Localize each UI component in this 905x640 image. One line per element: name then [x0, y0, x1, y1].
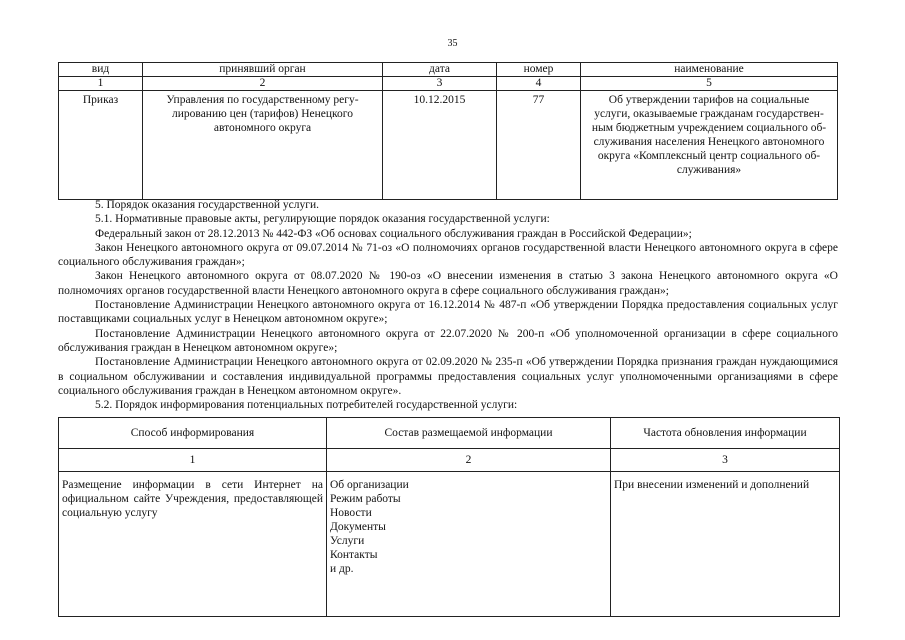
name-line: услуги, оказываемые гражданам государствен-	[594, 108, 824, 120]
content-line: Контакты	[330, 549, 378, 561]
paragraph-law-190: Закон Ненецкого автономного округа от 08.07.2020 № 190-оз «О внесении изменения в статью 3 закона Ненецкого автономного округа «О полномочиях органов государственной власти Ненецкого автономного округа в сфере социального обслуживания граждан»;	[58, 270, 838, 297]
cell-name	[581, 91, 838, 200]
legal-acts-table	[58, 62, 838, 200]
header-kind: вид	[59, 63, 143, 77]
header-method: Способ информирования	[59, 418, 327, 449]
header-date: дата	[383, 63, 497, 77]
cell-frequency: При внесении изменений и дополнений	[611, 472, 840, 617]
paragraph-resolution-235: Постановление Администрации Ненецкого автономного округа от 02.09.2020 № 235-п «Об утверждении Порядка признания граждан нуждающимися в социальном обслуживании и составления индивидуальной программы предоставления социальных услуг уполномоченными организациями в сфере социального обслуживания граждан в Ненецком автономном округе».	[58, 356, 838, 397]
header-number: номер	[497, 63, 581, 77]
col-num-3: 3	[611, 449, 840, 472]
paragraph-law-71: Закон Ненецкого автономного округа от 09.07.2014 № 71-оз «О полномочиях органов государственной власти Ненецкого автономного округа в сфере социального обслуживания граждан»;	[58, 241, 838, 269]
cell-method: Размещение информации в сети Интернет на официальном сайте Учреждения, предоставляющей социальную услугу	[59, 472, 327, 617]
content-line: Документы	[330, 521, 386, 533]
content-line: Об организации	[330, 479, 409, 491]
name-line: служивания населения Ненецкого автономного	[593, 136, 825, 148]
col-num-2: 2	[327, 449, 611, 472]
table-header-row	[59, 63, 838, 77]
paragraph-legal-acts-intro: 5.1. Нормативные правовые акты, регулирующие порядок оказания государственной услуги:	[95, 213, 550, 226]
organ-line: автономного округа	[213, 122, 312, 134]
paragraph-informing-intro: 5.2. Порядок информирования потенциальных потребителей государственной услуги:	[95, 399, 518, 412]
cell-organ	[143, 91, 383, 200]
paragraph-federal-law: Федеральный закон от 28.12.2013 № 442-ФЗ «Об основах социального обслуживания граждан в Российской Федерации»;	[95, 227, 692, 240]
content-line: и др.	[330, 563, 354, 575]
paragraph-resolution-200: Постановление Администрации Ненецкого автономного округа от 22.07.2020 № 200-п «Об уполномоченной организации в сфере социального обслуживания граждан в Ненецком автономном округе»;	[58, 327, 838, 354]
col-num-4: 4	[497, 77, 581, 91]
page-number: 35	[447, 38, 458, 49]
header-organ: принявший орган	[143, 63, 383, 77]
column-number-row	[59, 449, 840, 472]
content-line: Режим работы	[330, 493, 401, 505]
col-num-2: 2	[143, 77, 383, 91]
cell-kind: Приказ	[59, 91, 143, 200]
organ-line: лированию цен (тарифов) Ненецкого	[172, 108, 353, 120]
name-line: Об утверждении тарифов на социальные	[608, 94, 810, 106]
column-number-row	[59, 77, 838, 91]
name-line: служивания»	[676, 164, 742, 176]
paragraph-section-title: 5. Порядок оказания государственной услуги.	[95, 199, 319, 211]
col-num-1: 1	[59, 449, 327, 472]
informing-table	[58, 417, 840, 617]
organ-line: Управления по государственному регу-	[166, 94, 359, 106]
cell-content	[327, 472, 611, 617]
table-header-row	[59, 418, 840, 449]
paragraph-resolution-487: Постановление Администрации Ненецкого автономного округа от 16.12.2014 № 487-п «Об утверждении Порядка предоставления социальных услуг поставщиками социальных услуг в Ненецком автономном округе»;	[58, 299, 838, 326]
header-frequency: Частота обновления информации	[611, 418, 840, 449]
cell-number: 77	[497, 91, 581, 200]
header-content: Состав размещаемой информации	[327, 418, 611, 449]
name-line: ным бюджетным учреждением социального об-	[591, 122, 827, 134]
name-line: округа «Комплексный центр социального об-	[597, 150, 821, 162]
header-name: наименование	[581, 63, 838, 77]
document-body	[58, 198, 838, 412]
table-row	[59, 91, 838, 200]
col-num-5: 5	[581, 77, 838, 91]
table-row	[59, 472, 840, 617]
cell-date: 10.12.2015	[383, 91, 497, 200]
content-line: Новости	[330, 507, 372, 519]
col-num-3: 3	[383, 77, 497, 91]
col-num-1: 1	[59, 77, 143, 91]
content-line: Услуги	[330, 535, 365, 547]
